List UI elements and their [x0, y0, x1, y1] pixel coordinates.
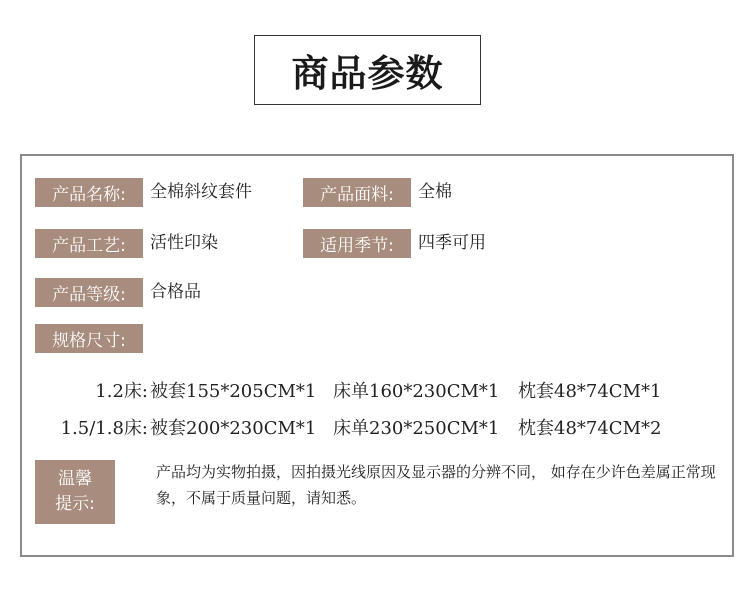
- size-row-item: 被套155*205CM*1: [150, 381, 317, 402]
- size-row-bed: 1.2床:: [95, 381, 148, 402]
- page-title: 商品参数: [254, 35, 481, 105]
- size-row-item: 被套200*230CM*1: [150, 418, 317, 439]
- product-process-label: 产品工艺:: [35, 229, 143, 258]
- product-name-label: 产品名称:: [35, 178, 143, 207]
- product-grade-label: 产品等级:: [35, 278, 143, 307]
- product-params-panel: [20, 154, 734, 557]
- product-grade-value: 合格品: [150, 282, 201, 302]
- notice-text: 产品均为实物拍摄，因拍摄光线原因及显示器的分辨不同， 如存在少许色差属正常现象，不属于质量问题，请知悉。: [156, 463, 716, 507]
- product-fabric-label: 产品面料:: [303, 178, 411, 207]
- season-value: 四季可用: [418, 233, 486, 253]
- season-label: 适用季节:: [303, 229, 411, 258]
- size-row-item: 床单230*250CM*1: [333, 418, 500, 439]
- notice-label-line1: 温馨: [58, 469, 92, 489]
- size-spec-label: 规格尺寸:: [35, 324, 143, 353]
- product-fabric-value: 全棉: [418, 182, 452, 202]
- size-row-item: 枕套48*74CM*1: [518, 381, 662, 402]
- product-name-value: 全棉斜纹套件: [150, 182, 252, 202]
- size-row-item: 枕套48*74CM*2: [518, 418, 662, 439]
- product-process-value: 活性印染: [150, 233, 218, 253]
- notice-label: [35, 460, 115, 524]
- size-row-bed: 1.5/1.8床:: [60, 418, 148, 439]
- size-row-item: 床单160*230CM*1: [333, 381, 500, 402]
- notice-label-line2: 提示:: [55, 494, 95, 514]
